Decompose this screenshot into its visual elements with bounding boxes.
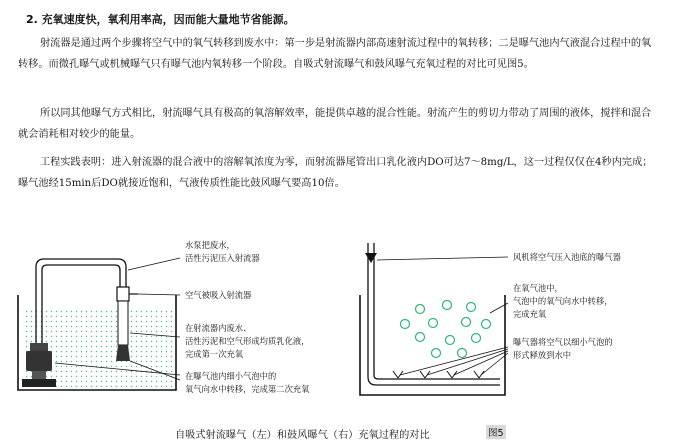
paragraph-2 (18, 104, 658, 145)
paragraph-2-text: 所以同其他曝气方式相比，射流曝气具有极高的氧溶解效率，能提供卓越的混合性能。射流产生的剪切力带动了周围的液体，搅拌和混合就会消耗相对较少的能量。 (18, 108, 652, 140)
jet-aeration-diagram (18, 240, 310, 395)
label-pump-line1: 水泵把废水， (185, 240, 235, 250)
jet-nozzle (117, 287, 129, 301)
paragraph-3 (18, 153, 658, 194)
diffuser-row (393, 371, 484, 378)
label-mix-line3: 完成第一次充氧 (185, 349, 244, 359)
jet-outlet (116, 345, 130, 361)
label-diffuser-line1: 曝气器将空气以细小气泡的 (513, 337, 613, 347)
label-mix-line1: 在射流器内废水、 (185, 323, 252, 333)
label-diffuser-line2: 形式释放到水中 (513, 350, 572, 360)
figure-caption: 自吸式射流曝气（左）和鼓风曝气（右）充氧过程的对比 (175, 430, 430, 441)
blower-aeration-diagram (360, 243, 622, 395)
paragraph-1 (18, 34, 658, 75)
jet-tail-pipe (118, 301, 128, 345)
label-air-sucked: 空气被吸入射流器 (185, 290, 252, 300)
air-pipe-inner (374, 243, 500, 379)
paragraph-1-text: 射流器是通过两个步骤将空气中的氧气转移到废水中：第一步是射流器内部高速射流过程中的氧转移；二是曝气池内气液混合过程中的氧转移。而微孔曝气或机械曝气只有曝气池内氧转移一个阶段。自吸式射流曝气和鼓风曝气充氧过程的对比可见图5。 (18, 38, 652, 70)
label-blower: 风机将空气压入池底的曝气器 (513, 252, 621, 262)
label-pump-line2: 活性污泥压入射流器 (185, 253, 260, 263)
label-mix-line2: 活性污泥和空气形成均质乳化液， (185, 336, 310, 346)
right-leader-lines (377, 257, 508, 375)
figure-number: 图5 (486, 425, 506, 439)
label-tank-line2: 气泡中的氧气向水中转移， (513, 296, 613, 306)
paragraph-3-text: 工程实践表明：进入射流器的混合液中的溶解氧浓度为零，而射流器尾管出口乳化液内DO可达7～8mg/L，这一过程仅仅在4秒内完成；曝气池经15min后DO就接近饱和，气液传质性能比鼓风曝气要高10倍。 (18, 157, 653, 189)
air-bubbles (401, 301, 491, 358)
air-inlet-arrow-icon (365, 253, 377, 263)
label-second-line1: 在曝气池内细小气泡中的 (185, 371, 277, 381)
label-tank-line1: 在氧气池中， (513, 283, 563, 293)
label-second-line2: 氧气向水中转移，完成第二次充氧 (185, 384, 310, 394)
blower-tank-walls (360, 295, 505, 395)
aeration-comparison-figure (0, 225, 675, 425)
section-heading: 2. 充氧速度快，氧利用率高，因而能大量地节省能源。 (26, 13, 295, 26)
label-tank-line3: 完成充氧 (513, 309, 547, 319)
